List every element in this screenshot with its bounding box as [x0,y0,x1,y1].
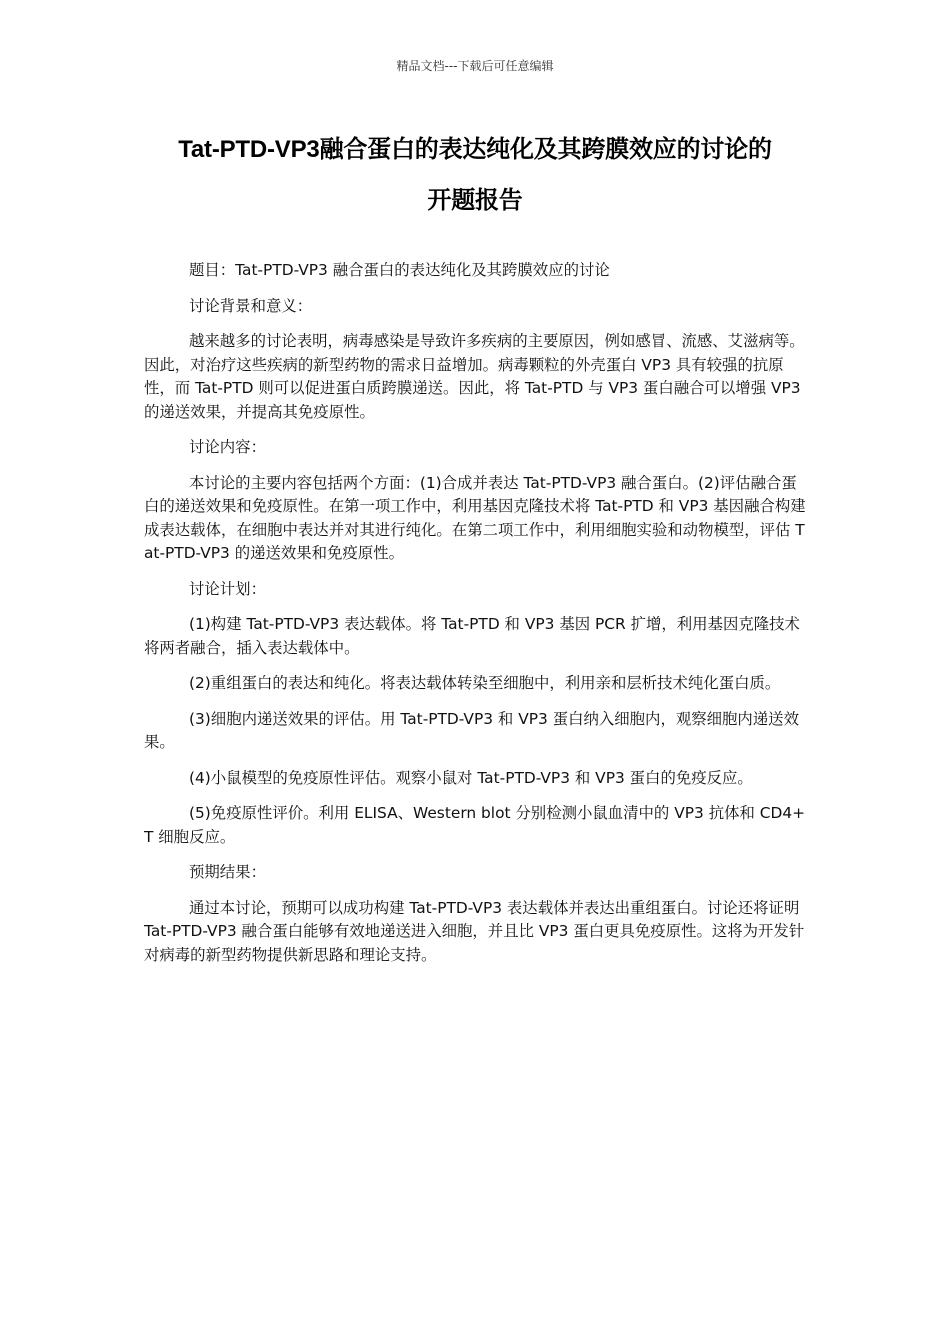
title-line-1: Tat-PTD-VP3融合蛋白的表达纯化及其跨膜效应的讨论的 [178,136,772,163]
plan-item-5: (5)免疫原性评价。利用 ELISA、Western blot 分别检测小鼠血清中的 VP3 抗体和 CD4+T 细胞反应。 [144,804,806,846]
results-paragraph: 通过本讨论，预期可以成功构建 Tat-PTD-VP3 表达载体并表达出重组蛋白。讨论还将证明 Tat-PTD-VP3 融合蛋白能够有效地递送进入细胞，并且比 VP3 蛋白更具免疫原性。这将为开发针对病毒的新型药物提供新思路和理论支持。 [144,898,805,964]
section-heading-results: 预期结果： [189,863,266,881]
document-body [144,259,806,979]
section-heading-content: 讨论内容： [189,438,266,456]
plan-item-3: (3)细胞内递送效果的评估。用 Tat-PTD-VP3 和 VP3 蛋白纳入细胞内，观察细胞内递送效果。 [144,709,799,751]
background-paragraph: 越来越多的讨论表明，病毒感染是导致许多疾病的主要原因，例如感冒、流感、艾滋病等。因此，对治疗这些疾病的新型药物的需求日益增加。病毒颗粒的外壳蛋白 VP3 具有较强的抗原性，而 Tat-PTD 则可以促进蛋白质跨膜递送。因此，将 Tat-PTD 与 VP3 蛋白融合可以增强 VP3 的递送效果，并提高其免疫原性。 [144,332,805,421]
document-title [140,124,810,226]
section-heading-plan: 讨论计划： [189,579,266,598]
plan-item-1: (1)构建 Tat-PTD-VP3 表达载体。将 Tat-PTD 和 VP3 基因 PCR 扩增，利用基因克隆技术将两者融合，插入表达载体中。 [144,615,800,657]
section-heading-background: 讨论背景和意义： [189,296,313,315]
title-line-2: 开题报告 [427,187,523,214]
plan-item-4: (4)小鼠模型的免疫原性评估。观察小鼠对 Tat-PTD-VP3 和 VP3 蛋白的免疫反应。 [189,768,753,787]
plan-item-2: (2)重组蛋白的表达和纯化。将表达载体转染至细胞中，利用亲和层析技术纯化蛋白质。 [189,674,781,692]
content-paragraph: 本讨论的主要内容包括两个方面：(1)合成并表达 Tat-PTD-VP3 融合蛋白。(2)评估融合蛋白的递送效果和免疫原性。在第一项工作中，利用基因克隆技术将 Tat-PTD 和 VP3 基因融合构建成表达载体，在细胞中表达并对其进行纯化。在第二项工作中，利用细胞实验和动物模型，评估 Tat-PTD-VP3 的递送效果和免疫原性。 [144,473,806,562]
topic-line: 题目：Tat-PTD-VP3 融合蛋白的表达纯化及其跨膜效应的讨论 [189,261,610,279]
header-note: 精品文档---下载后可任意编辑 [396,59,554,73]
